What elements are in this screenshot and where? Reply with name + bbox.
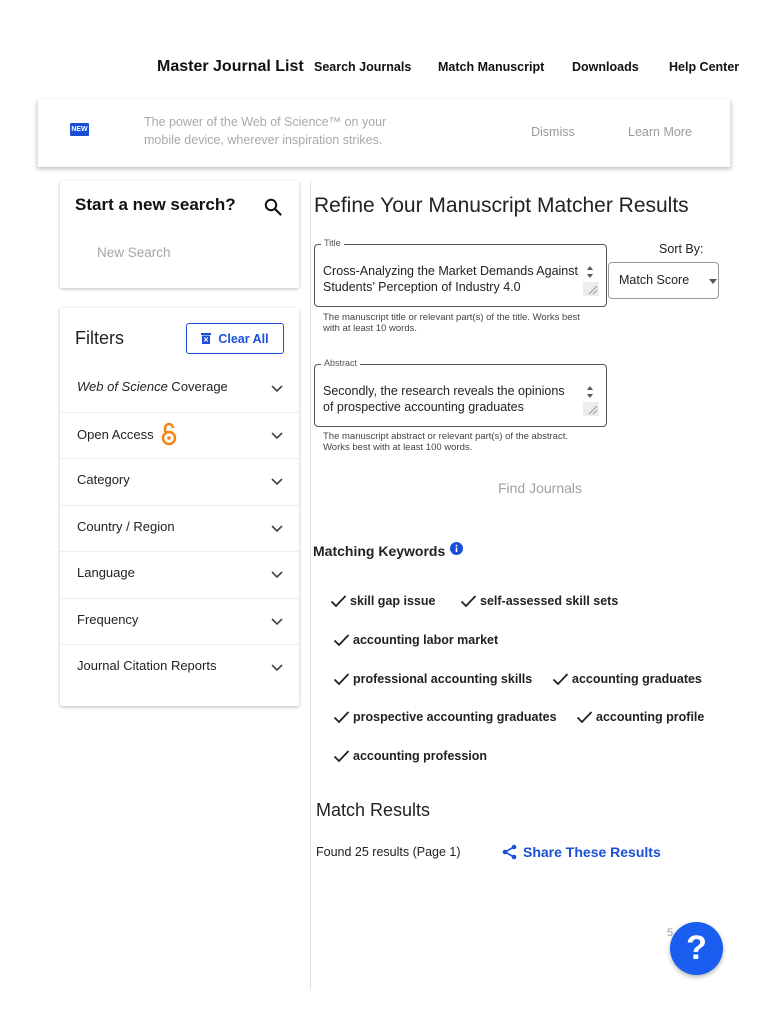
keyword-chip — [460, 594, 618, 608]
title-field[interactable] — [314, 238, 607, 307]
caret-down-icon — [709, 279, 717, 284]
checkmark-icon — [576, 710, 593, 724]
abstract-value-line1: Secondly, the research reveals the opinions — [323, 384, 565, 398]
promo-banner — [37, 99, 731, 167]
page-title: Refine Your Manuscript Matcher Results — [314, 194, 689, 217]
nav-downloads[interactable]: Downloads — [572, 60, 639, 74]
abstract-helper-text — [323, 431, 568, 453]
trash-icon — [201, 333, 211, 344]
share-results-link[interactable] — [502, 844, 661, 860]
filters-heading: Filters — [75, 328, 124, 348]
checkmark-icon — [333, 672, 350, 686]
chevron-down-icon — [271, 618, 283, 626]
dismiss-button[interactable]: Dismiss — [531, 125, 575, 139]
keyword-label: accounting labor market — [353, 633, 499, 647]
keyword-chip — [333, 710, 557, 724]
banner-text: The power of the Web of Science™ on your mobile device, wherever inspiration strikes. — [144, 115, 387, 147]
filter-jcr[interactable] — [60, 644, 299, 690]
filter-label: Category — [77, 472, 130, 487]
page-number: 5 — [667, 927, 674, 939]
abstract-helper-line1: The manuscript abstract or relevant part(s) of the abstract. — [323, 431, 568, 442]
chevron-down-icon — [271, 478, 283, 486]
keyword-chip — [333, 633, 498, 647]
keyword-chip — [333, 672, 532, 686]
filter-category[interactable] — [60, 458, 299, 504]
title-helper-text — [323, 312, 580, 334]
results-count: Found 25 results (Page 1) — [316, 845, 461, 859]
sort-by-value: Match Score — [619, 273, 690, 287]
new-search-card — [60, 181, 299, 288]
sort-by-label: Sort By: — [659, 242, 704, 256]
filter-label-rest: Coverage — [167, 379, 228, 394]
nav-search-journals[interactable]: Search Journals — [314, 60, 412, 74]
matching-keywords-heading — [313, 543, 463, 559]
keyword-label: self-assessed skill sets — [480, 594, 619, 608]
chevron-down-icon — [271, 571, 283, 579]
filter-label-italic: Web of Science — [77, 379, 168, 394]
title-value-line2: Students’ Perception of Industry 4.0 — [323, 279, 521, 294]
find-journals-button[interactable]: Find Journals — [497, 480, 583, 496]
resize-handle[interactable] — [583, 402, 599, 416]
abstract-field[interactable] — [314, 358, 607, 427]
filter-label: Journal Citation Reports — [77, 658, 217, 673]
new-search-heading: Start a new search? — [75, 195, 236, 214]
scroll-stepper-icon[interactable] — [583, 384, 597, 400]
filter-label: Frequency — [77, 612, 139, 627]
filter-open-access[interactable] — [60, 412, 299, 458]
sort-by-select[interactable] — [608, 262, 719, 299]
scroll-stepper-icon[interactable] — [583, 264, 597, 280]
match-results-heading: Match Results — [316, 800, 431, 820]
top-navigation — [0, 0, 768, 100]
title-helper-line1: The manuscript title or relevant part(s) of the title. Works best — [323, 312, 580, 323]
brand-title[interactable]: Master Journal List — [157, 58, 304, 75]
nav-match-manuscript[interactable]: Match Manuscript — [438, 60, 545, 74]
keyword-label: accounting graduates — [572, 672, 702, 686]
resize-handle[interactable] — [583, 282, 599, 296]
keyword-chip — [330, 594, 435, 608]
keyword-label: accounting profile — [596, 710, 705, 724]
filters-card — [60, 308, 299, 706]
clear-all-label: Clear All — [218, 331, 269, 346]
checkmark-icon — [333, 710, 350, 724]
filter-language[interactable] — [60, 551, 299, 597]
resize-grip-icon — [583, 402, 599, 416]
keyword-chip — [333, 749, 487, 763]
chevron-down-icon — [271, 525, 283, 533]
title-value-line1: Cross-Analyzing the Market Demands Against — [323, 264, 578, 278]
filter-label: Country / Region — [77, 519, 175, 534]
filter-label — [77, 379, 228, 394]
keyword-chip — [576, 710, 704, 724]
filter-label — [77, 422, 178, 446]
abstract-value-line2: of prospective accounting graduates — [323, 399, 524, 414]
search-icon[interactable] — [264, 198, 282, 216]
help-button[interactable]: ? — [670, 922, 723, 975]
keyword-chip — [552, 672, 702, 686]
keyword-label: professional accounting skills — [353, 672, 533, 686]
abstract-helper-line2: Works best with at least 100 words. — [323, 442, 473, 453]
learn-more-button[interactable]: Learn More — [628, 125, 692, 139]
chevron-down-icon — [271, 385, 283, 393]
keyword-label: prospective accounting graduates — [353, 710, 557, 724]
share-results-label: Share These Results — [523, 844, 661, 860]
abstract-field-value — [323, 384, 565, 415]
info-icon[interactable] — [450, 542, 463, 555]
resize-grip-icon — [583, 282, 599, 296]
open-access-icon — [160, 422, 178, 446]
keyword-label: accounting profession — [353, 749, 488, 763]
checkmark-icon — [333, 633, 350, 647]
filter-label-text: Open Access — [77, 426, 154, 442]
checkmark-icon — [333, 749, 350, 763]
checkmark-icon — [460, 594, 477, 608]
chevron-down-icon — [271, 432, 283, 440]
chevron-down-icon — [271, 664, 283, 672]
title-field-value — [323, 264, 578, 295]
column-divider — [310, 181, 311, 989]
new-search-button[interactable]: New Search — [97, 245, 171, 260]
new-badge: NEW — [70, 123, 89, 136]
filter-label: Language — [77, 565, 135, 580]
title-helper-line2: with at least 10 words. — [323, 323, 417, 334]
matching-keywords-label: Matching Keywords — [313, 543, 446, 559]
clear-all-button[interactable] — [186, 323, 284, 354]
share-icon — [502, 844, 517, 860]
filter-country-region[interactable] — [60, 505, 299, 551]
filter-wos-coverage[interactable] — [60, 366, 299, 412]
abstract-field-legend: Abstract — [321, 358, 360, 368]
title-field-legend: Title — [321, 238, 344, 248]
nav-help-center[interactable]: Help Center — [669, 60, 740, 74]
filter-frequency[interactable] — [60, 598, 299, 644]
keyword-label: skill gap issue — [350, 594, 436, 608]
checkmark-icon — [552, 672, 569, 686]
checkmark-icon — [330, 594, 347, 608]
